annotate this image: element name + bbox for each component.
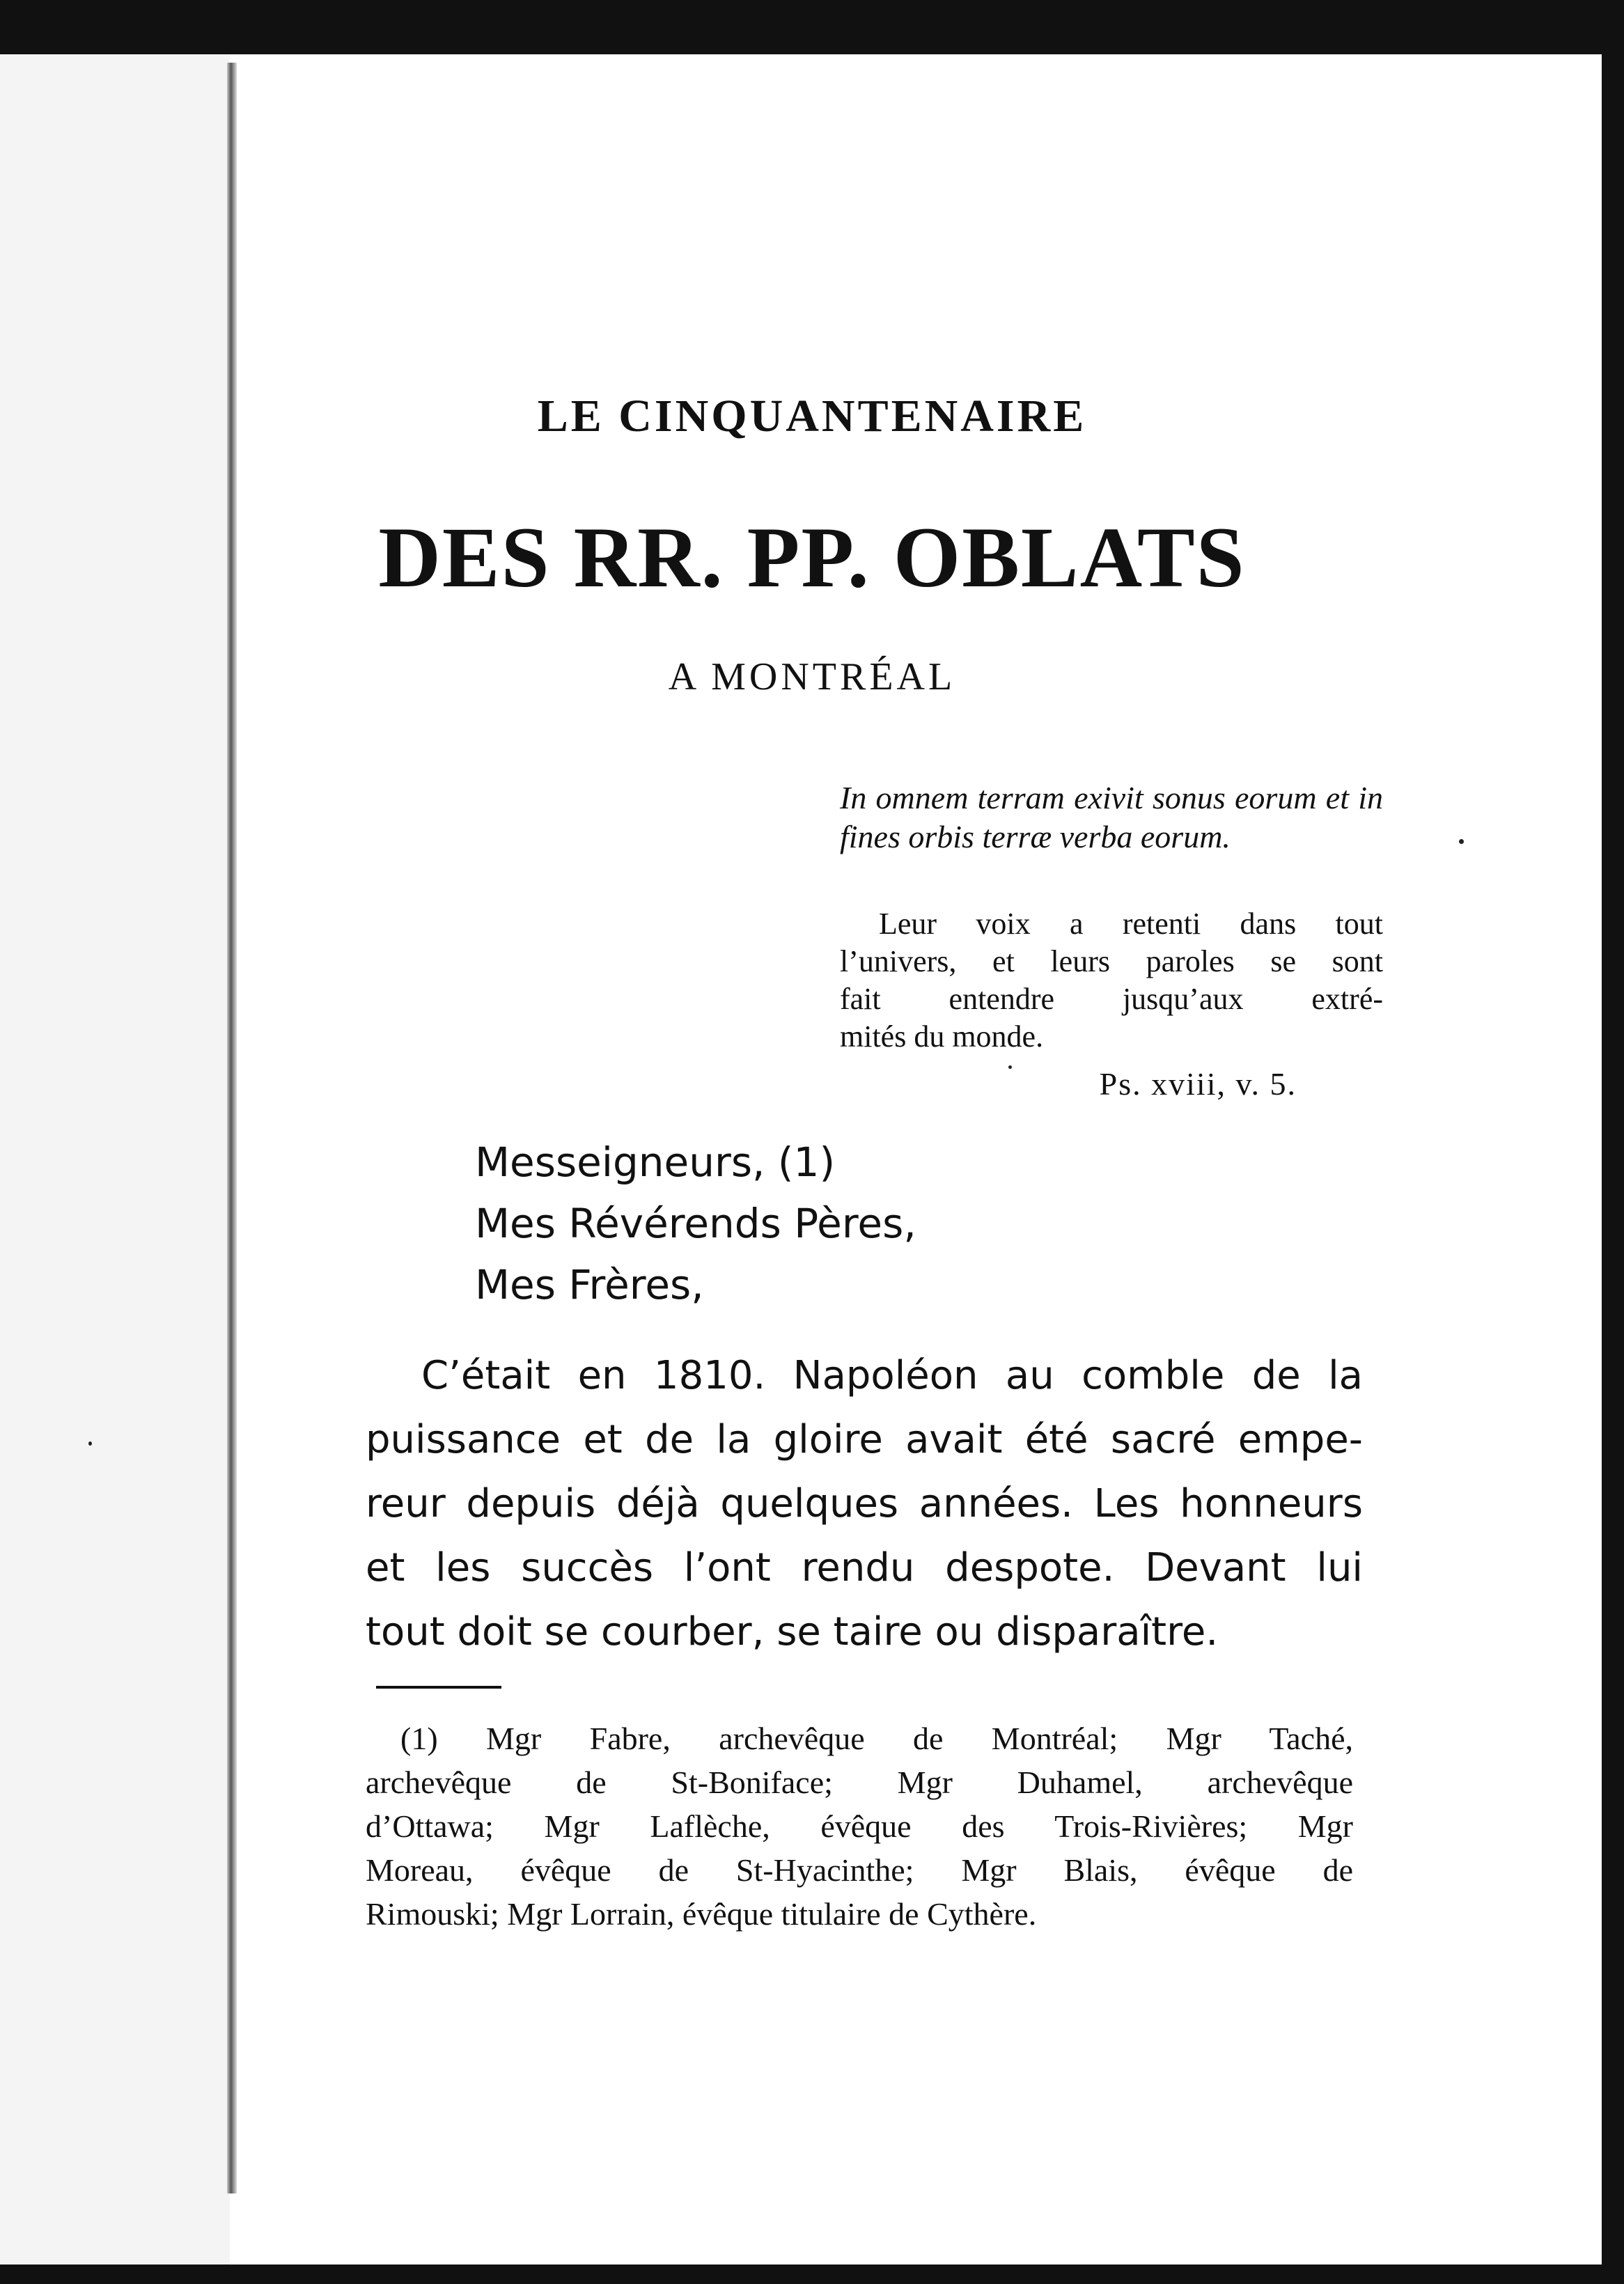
salutation-line: Messeigneurs, (1) [475,1139,836,1186]
body-line: et les succès l’ont rendu despote. Devant lui [366,1545,1363,1590]
footnote-line: d’Ottawa; Mgr Laflèche, évêque des Trois-Rivières; Mgr [366,1808,1353,1844]
epigraph-reference: Ps. xviii, v. 5. [1099,1066,1297,1102]
footnote-line: Moreau, évêque de St-Hyacinthe; Mgr Blais, évêque de [366,1852,1353,1888]
salutation-line: Mes Frères, [475,1261,704,1308]
footnote-separator [376,1686,501,1689]
epigraph-latin: In omnem terram exivit sonus eorum et in fines orbis terræ verba eorum. [840,780,1383,854]
body-paragraph [366,1344,1363,1664]
salutation-line: Mes Révérends Pères, [475,1200,916,1247]
scan-speck [88,1441,92,1446]
scan-top-border [0,0,1624,54]
footnote-line: (1) Mgr Fabre, archevêque de Montréal; Mgr Taché, [400,1721,1353,1756]
book-gutter [227,63,237,2193]
title-line-3: A MONTRÉAL [668,655,956,698]
scan-bottom-border [0,2265,1624,2284]
title-line-1: LE CINQUANTENAIRE [537,391,1087,441]
epigraph-french-line: fait entendre jusqu’aux extré- [840,982,1383,1016]
body-line: reur depuis déjà quelques années. Les honneurs [366,1481,1363,1526]
body-line: tout doit se courber, se taire ou disparaître. [366,1609,1219,1655]
body-line: C’était en 1810. Napoléon au comble de la [421,1353,1363,1398]
epigraph-french [840,905,1383,1056]
title-line-2: DES RR. PP. OBLATS [378,510,1246,605]
scan-speck [1008,1065,1012,1069]
scan-right-border [1602,54,1624,2284]
scan-speck [1459,839,1464,844]
facing-page-edge [0,54,230,2265]
body-line: puissance et de la gloire avait été sacré empe- [366,1417,1363,1462]
footnote [366,1716,1353,1936]
epigraph-french-line: Leur voix a retenti dans tout [879,907,1383,941]
footnote-line: Rimouski; Mgr Lorrain, évêque titulaire de Cythère. [366,1896,1037,1932]
epigraph-french-line: l’univers, et leurs paroles se sont [840,944,1383,978]
epigraph-french-line: mités du monde. [840,1019,1044,1054]
footnote-line: archevêque de St-Boniface; Mgr Duhamel, archevêque [366,1765,1353,1800]
